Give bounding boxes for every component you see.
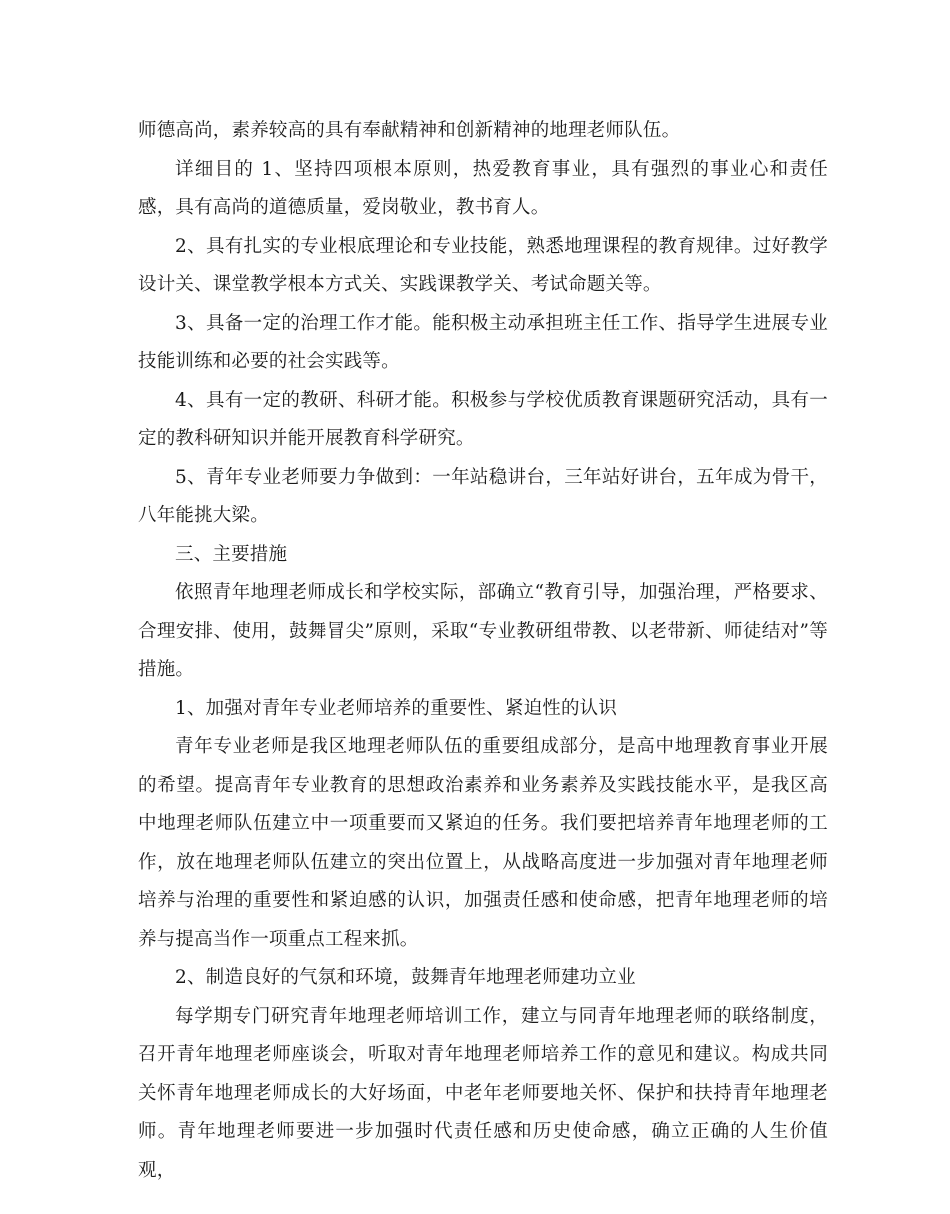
paragraph-5: 4、具有一定的教研、科研才能。积极参与学校优质教育课题研究活动，具有一定的教科研知识并能开展教育科学研究。 — [138, 389, 828, 449]
subheading-1: 1、加强对青年专业老师培养的重要性、紧迫性的认识 — [175, 697, 618, 719]
paragraph-4: 3、具备一定的治理工作才能。能积极主动承担班主任工作、指导学生进展专业技能训练和必要的社会实践等。 — [138, 312, 828, 372]
document-body — [138, 112, 828, 1190]
paragraph-12: 每学期专门研究青年地理老师培训工作，建立与同青年地理老师的联络制度，召开青年地理老师座谈会，听取对青年地理老师培养工作的意见和建议。构成共同关怀青年地理老师成长的大好场面，中老年老师要地关怀、保护和扶持青年地理老师。青年地理老师要进一步加强时代责任感和历史使命感，确立正确的人生价值观， — [138, 1005, 828, 1181]
paragraph-3: 2、具有扎实的专业根底理论和专业技能，熟悉地理课程的教育规律。过好教学设计关、课堂教学根本方式关、实践课教学关、考试命题关等。 — [138, 235, 828, 295]
section-heading: 三、主要措施 — [175, 543, 288, 565]
paragraph-1: 师德高尚，素养较高的具有奉献精神和创新精神的地理老师队伍。 — [138, 120, 681, 141]
paragraph-6: 5、青年专业老师要力争做到：一年站稳讲台，三年站好讲台，五年成为骨干，八年能挑大梁。 — [138, 466, 828, 526]
paragraph-8: 依照青年地理老师成长和学校实际，部确立“教育引导，加强治理，严格要求、合理安排、使用，鼓舞冒尖”原则，采取“专业教研组带教、以老带新、师徒结对”等措施。 — [138, 582, 828, 680]
paragraph-2: 详细目的 1、坚持四项根本原则，热爱教育事业，具有强烈的事业心和责任感，具有高尚的道德质量，爱岗敬业，教书育人。 — [138, 158, 828, 218]
paragraph-10: 青年专业老师是我区地理老师队伍的重要组成部分，是高中地理教育事业开展的希望。提高青年专业教育的思想政治素养和业务素养及实践技能水平，是我区高中地理老师队伍建立中一项重要而又紧迫的任务。我们要把培养青年地理老师的工作，放在地理老师队伍建立的突出位置上，从战略高度进一步加强对青年地理老师培养与治理的重要性和紧迫感的认识，加强责任感和使命感，把青年地理老师的培养与提高当作一项重点工程来抓。 — [138, 736, 828, 950]
subheading-2: 2、制造良好的气氛和环境，鼓舞青年地理老师建功立业 — [175, 967, 636, 988]
